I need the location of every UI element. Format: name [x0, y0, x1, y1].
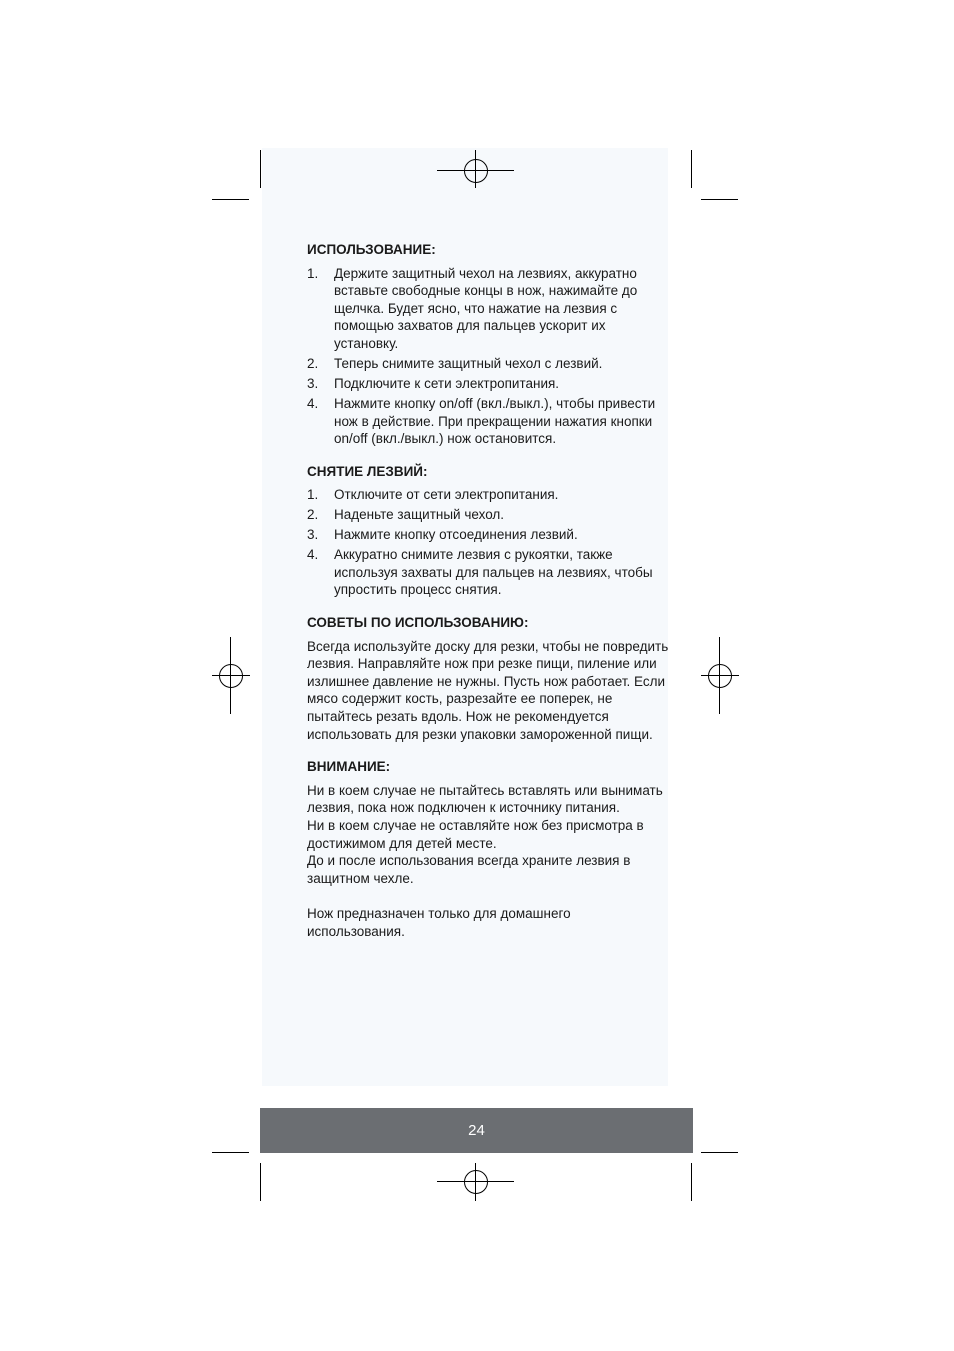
list-item	[307, 395, 669, 448]
item-number: 2.	[307, 355, 319, 371]
page-number: 24	[468, 1122, 485, 1139]
list-item	[307, 526, 669, 544]
item-number: 3.	[307, 375, 319, 391]
item-number: 4.	[307, 395, 319, 411]
item-number: 2.	[307, 507, 319, 523]
household-note: Нож предназначен только для домашнего использования.	[307, 905, 571, 939]
item-text: Аккуратно снимите лезвия с рукоятки, также используя захваты для пальцев на лезвиях, чтобы упростить процесс снятия.	[334, 547, 653, 598]
removal-list	[307, 486, 669, 599]
list-item	[307, 546, 669, 599]
item-text: Держите защитный чехол на лезвиях, аккуратно вставьте свободные концы в нож, нажимайте до щелчка. Будет ясно, что нажатие на лезвия с помощью захватов для пальцев ускорит их установку.	[334, 265, 638, 351]
item-number: 1.	[307, 487, 319, 503]
item-number: 1.	[307, 265, 319, 281]
item-text: Наденьте защитный чехол.	[334, 507, 505, 523]
tips-heading: СОВЕТЫ ПО ИСПОЛЬЗОВАНИЮ:	[307, 615, 529, 631]
item-text: Нажмите кнопку on/off (вкл./выкл.), чтобы привести нож в действие. При прекращении нажатия кнопки on/off (вкл./выкл.) нож остановится.	[334, 395, 656, 447]
removal-section	[307, 463, 669, 599]
item-text: Теперь снимите защитный чехол с лезвий.	[334, 355, 603, 371]
list-item	[307, 506, 669, 524]
warning-line: Ни в коем случае не пытайтесь вставлять или вынимать лезвия, пока нож подключен к источнику питания.	[307, 782, 663, 816]
list-item	[307, 265, 669, 353]
warning-line: До и после использования всегда храните лезвия в защитном чехле.	[307, 853, 631, 886]
warning-section	[307, 758, 669, 940]
item-number: 4.	[307, 547, 319, 563]
list-item	[307, 486, 669, 504]
item-text: Подключите к сети электропитания.	[334, 375, 560, 391]
usage-heading: ИСПОЛЬЗОВАНИЕ:	[307, 242, 436, 257]
usage-list	[307, 265, 669, 448]
item-text: Отключите от сети электропитания.	[334, 487, 559, 503]
tips-section	[307, 614, 669, 743]
manual-content	[307, 241, 669, 955]
usage-section	[307, 241, 669, 448]
list-item	[307, 355, 669, 373]
item-text: Нажмите кнопку отсоединения лезвий.	[334, 527, 578, 543]
page-footer-bar	[260, 1108, 693, 1153]
removal-heading: СНЯТИЕ ЛЕЗВИЙ:	[307, 463, 428, 479]
item-number: 3.	[307, 527, 319, 543]
warning-heading: ВНИМАНИЕ:	[307, 759, 391, 775]
warning-line: Ни в коем случае не оставляйте нож без присмотра в достижимом для детей месте.	[307, 817, 644, 851]
tips-text: Всегда используйте доску для резки, чтобы не повредить лезвия. Направляйте нож при резке пищи, пиление или излишнее давление не нужны. Пусть нож работает. Если мясо содержит кость, разрезайте ее поперек, не пытайтесь резать вдоль. Нож не рекомендуется использовать для резки упаковки замороженной пищи.	[307, 638, 669, 742]
list-item	[307, 375, 669, 393]
